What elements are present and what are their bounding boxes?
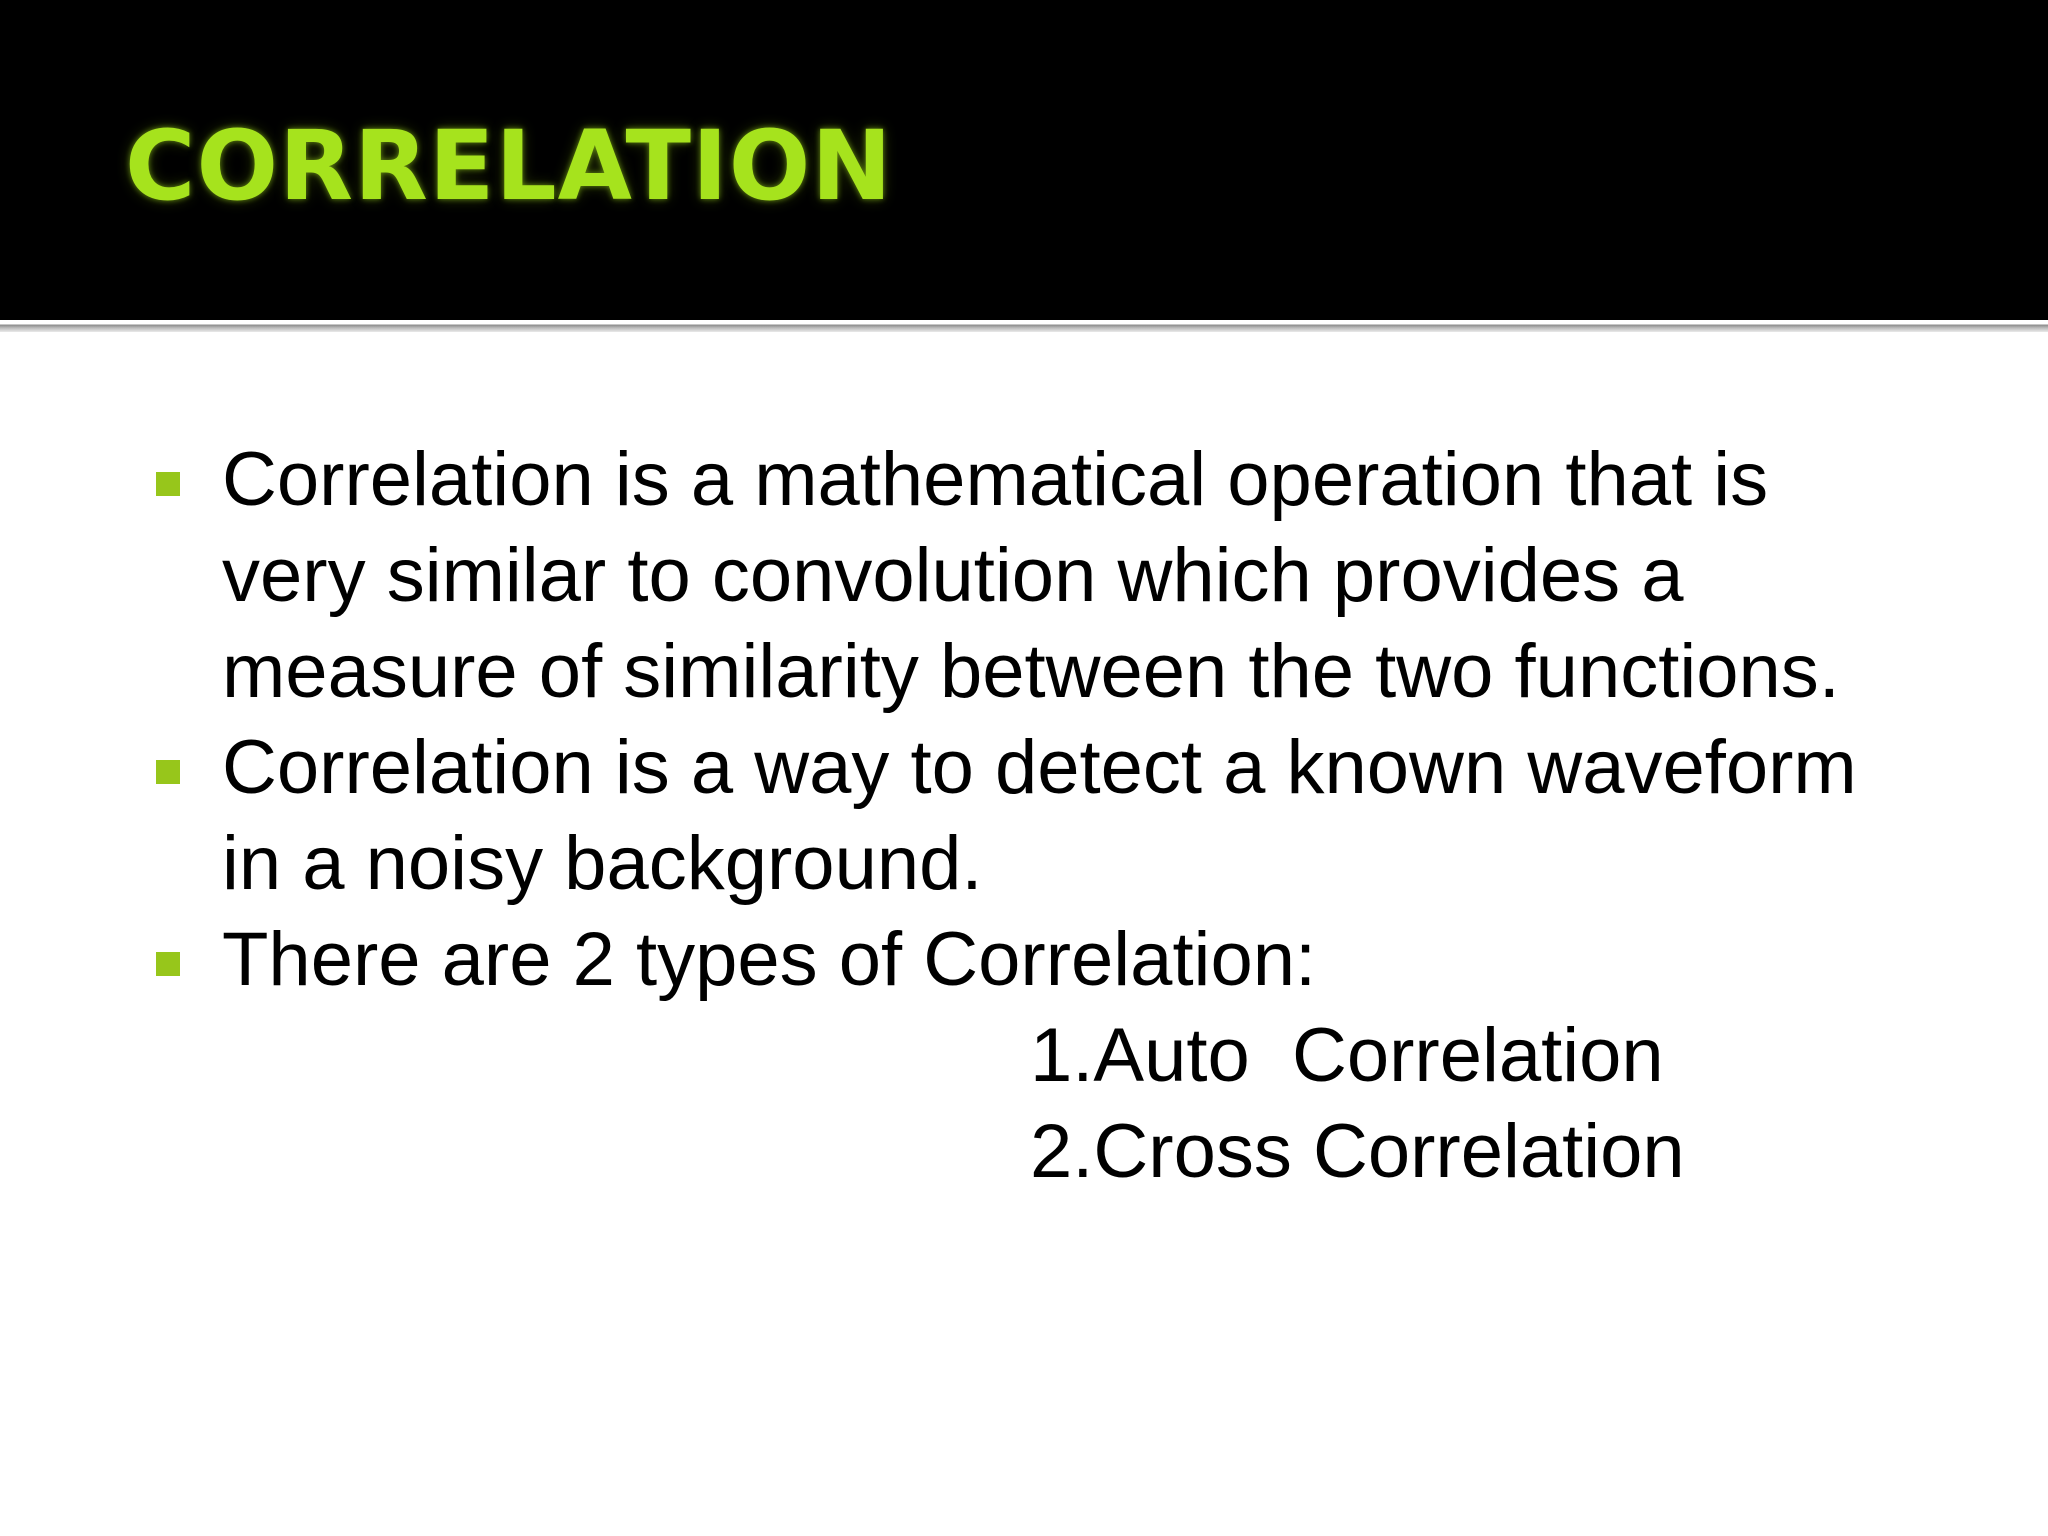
- bullet-item: [152, 912, 1932, 1008]
- bullet-text: Correlation is a way to detect a known waveform in a noisy background.: [222, 725, 1857, 906]
- bullet-text: There are 2 types of Correlation:: [222, 917, 1317, 1002]
- title-divider: [0, 320, 2048, 332]
- title-bar: [0, 0, 2048, 320]
- correlation-type-auto: 1.Auto Correlation: [1030, 1013, 1664, 1098]
- square-bullet-icon: [156, 472, 180, 496]
- correlation-types-list: [152, 1008, 1932, 1200]
- square-bullet-icon: [156, 760, 180, 784]
- slide-title: CORRELATION: [125, 110, 893, 222]
- correlation-type-cross: 2.Cross Correlation: [1030, 1109, 1685, 1194]
- bullet-item: [152, 720, 1932, 912]
- bullet-text: Correlation is a mathematical operation that is very similar to convolution which provides a measure of similarity between the two functions.: [222, 437, 1840, 714]
- slide-body: [152, 432, 1932, 1200]
- bullet-item: [152, 432, 1932, 720]
- bullet-list: [152, 432, 1932, 1008]
- square-bullet-icon: [156, 952, 180, 976]
